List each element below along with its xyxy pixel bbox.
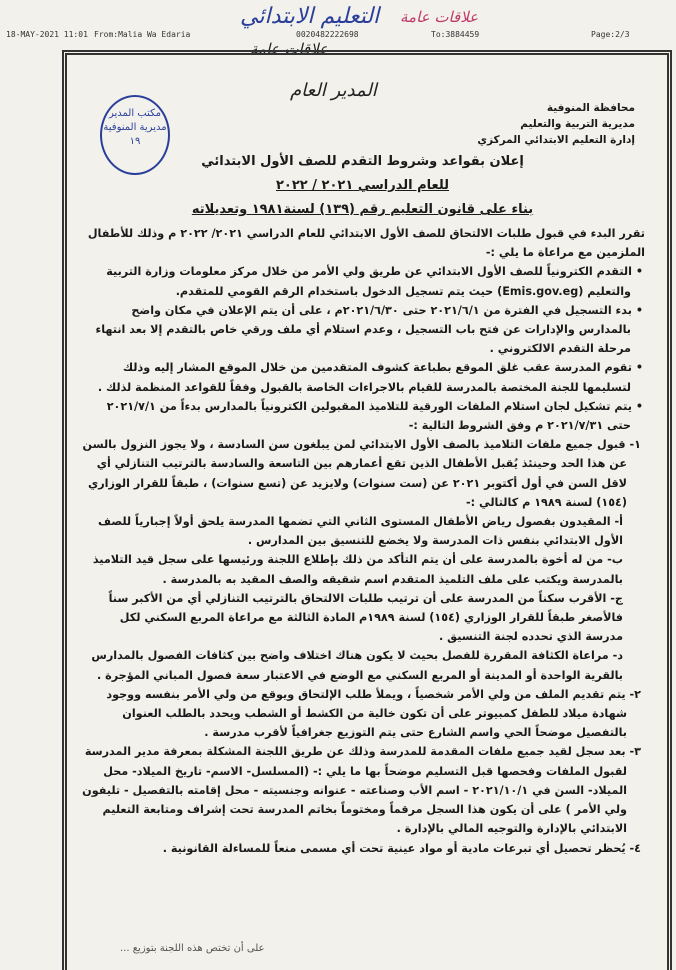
official-stamp: مكتب المدير مديرية المنوفية ١٩ (100, 95, 170, 175)
item-2: ٢- يتم تقديم الملف من ولي الأمر شخصياً ، ويملأ طلب الإلتحاق ويوقع من ولي الأمر بنفسه ووجود شهادة ميلاد للطفل كمبيوتر على أن تكون خالية من الكشط أو الشطب ويحدد بالطلب العنوان بالتفصيل موضحاً الحي واسم الشارع حتى يتم التوزيع جغرافياً لأقرب مدرسة . (106, 687, 641, 740)
title-line2: للعام الدراسي ٢٠٢١ / ٢٠٢٢ (275, 178, 450, 193)
item-1c: ج- الأقرب سكناً من المدرسة على أن ترتيب طلبات الالتحاق بالترتيب التنازلي أي من الأكبر سناً فالأصغر طبقاً للقرار الوزاري (١٥٤) لسنة ١٩٨٩م المادة الثالثة مع مراعاة المربع السكني لكل مدرسة الذي تحدده لجنة التنسيق . (108, 591, 623, 644)
item-3: ٣- بعد سجل لقيد جميع ملفات المقدمة للمدرسة وذلك عن طريق اللجنة المشكلة بمعرفة مدير المدرسة لقبول الملفات وفحصها قبل التسليم موضحاً بها ما يلي :- (المسلسل- الاسم- تاريخ الميلاد- محل الميلاد- السن في ٢٠٢١/١٠/١ - اسم الأب وصناعته - عنوانه وجنسيته - محل إقامته بالتفصيل - تليفون ولي الأمر ) على أن يكون هذا السجل مرقماً ومختوماً بخاتم المدرسة تحت إشراف ومتابعة التعليم الابتدائي بالإدارة والتوجيه المالي بالإدارة . (82, 745, 641, 836)
department: إدارة التعليم الابتدائي المركزي (477, 134, 635, 146)
footer-cutoff-text: على أن تختص هذه اللجنة بتوزيع ... (120, 943, 265, 954)
fax-number: 0020482222698 (296, 30, 359, 39)
item-1b: ب- من له أخوة بالمدرسة على أن يتم التأكد من ذلك بإطلاع اللجنة ورئيسها على سجل قيد التلاميذ بالمدرسة ويكتب على ملف التلميذ المتقدم اسم شقيقه والصف المقيد به بالمدرسة . (92, 553, 623, 586)
fax-to: To:3884459 (431, 30, 480, 39)
item-4: ٤- يُحظر تحصيل أي تبرعات مادية أو مواد عينية تحت أي مسمى منعاً للمساءلة القانونية . (162, 841, 641, 855)
intro-paragraph: تقرر البدء في قبول طلبات الالتحاق للصف الأول الابتدائي للعام الدراسي ٢٠٢١/ ٢٠٢٢ م وذلك للأطفال الملزمين مع مراعاة ما يلي :- (87, 227, 645, 260)
item-1a: أ- المقيدون بفصول رياض الأطفال المستوى الثاني التي تضمها المدرسة يلحق أولاً إجبارياً للصف الأول الابتدائي بنفس ذات المدرسة ولا يخضع للتنسيق بين المدارس . (98, 515, 623, 548)
bullet-2: • بدء التسجيل في الفترة من ٢٠٢١/٦/١ حتى ٢٠٢١/٦/٣٠م ، على أن يتم الإعلان في مكان واضح بالمدارس والإدارات عن فتح باب التسجيل ، وعدم استلام أي ملف ورقي خاص بالتقدم إلا بعد انتهاء مرحلة التقدم الالكتروني . (95, 303, 643, 356)
directorate: مديرية التربية والتعليم (520, 118, 635, 130)
handwritten-note-right: علاقات عامة (400, 8, 479, 26)
title-line1: إعلان بقواعد وشروط التقدم للصف الأول الابتدائي (201, 154, 524, 169)
bullet-1: • التقدم الكترونياً للصف الأول الابتدائي عن طريق ولي الأمر من خلال مركز معلومات وزارة التربية والتعليم (Emis.gov.eg) حيث يتم تسجيل الدخول باستخدام الرقم القومي للمتقدم. (106, 265, 643, 298)
fax-datetime: 18-MAY-2021 11:01 (6, 30, 88, 39)
bullet-4: • يتم تشكيل لجان استلام الملفات الورقية للتلاميذ المقبولين الكترونياً بالمدارس بدءاً من ٢٠٢١/٧/١ حتى ٢٠٢١/٧/٣١ م وفق الشروط التالية :- (106, 399, 643, 433)
letterhead (80, 100, 635, 148)
item-1: ١- قبول جميع ملفات التلاميذ بالصف الأول الابتدائي لمن يبلغون سن السادسة ، ولا يجوز النزول بالسن عن هذا الحد وحينئذ يُقبل الأطفال الذين تقع أعمارهم بين التاسعة والسادسة بالترتيب التنازلي أي لاقل السن في أول أكتوبر ٢٠٢١ عن (ست سنوات) ولايزيد عن (تسع سنوات) ، طبقاً للقرار الوزاري (١٥٤) لسنة ١٩٨٩ م كالتالي :- (82, 438, 641, 509)
handwritten-signature: المدير العام (290, 80, 377, 101)
title-line3: بناء على قانون التعليم رقم (١٣٩) لسنة١٩٨١ وتعديلاته (191, 202, 534, 217)
governorate: محافظة المنوفية (546, 102, 635, 114)
handwritten-note-top: التعليم الابتدائي (240, 4, 380, 29)
document-body (80, 100, 645, 858)
item-1d: د- مراعاة الكثافة المقررة للفصل بحيث لا يكون هناك اختلاف واضح بين كثافات الفصول بالمدارس بالقرية الواحدة أو المدينة أو المربع السكني مع الوضع في الاعتبار سعة فصول المباني المؤجرة . (91, 649, 623, 682)
fax-from: From:Malia Wa Edaria (94, 30, 191, 39)
fax-page: Page:2/3 (591, 30, 630, 39)
bullet-3: • تقوم المدرسة عقب غلق الموقع بطباعة كشوف المتقدمين من خلال الموقع المشار إليه وذلك لتسليمها للجنة المختصة بالمدرسة للقيام بالاجراءات الخاصة بالقبول وفقاً للقواعد المنظمة لذلك . (97, 361, 643, 394)
handwritten-note-under: علاقات عامة (250, 40, 329, 58)
